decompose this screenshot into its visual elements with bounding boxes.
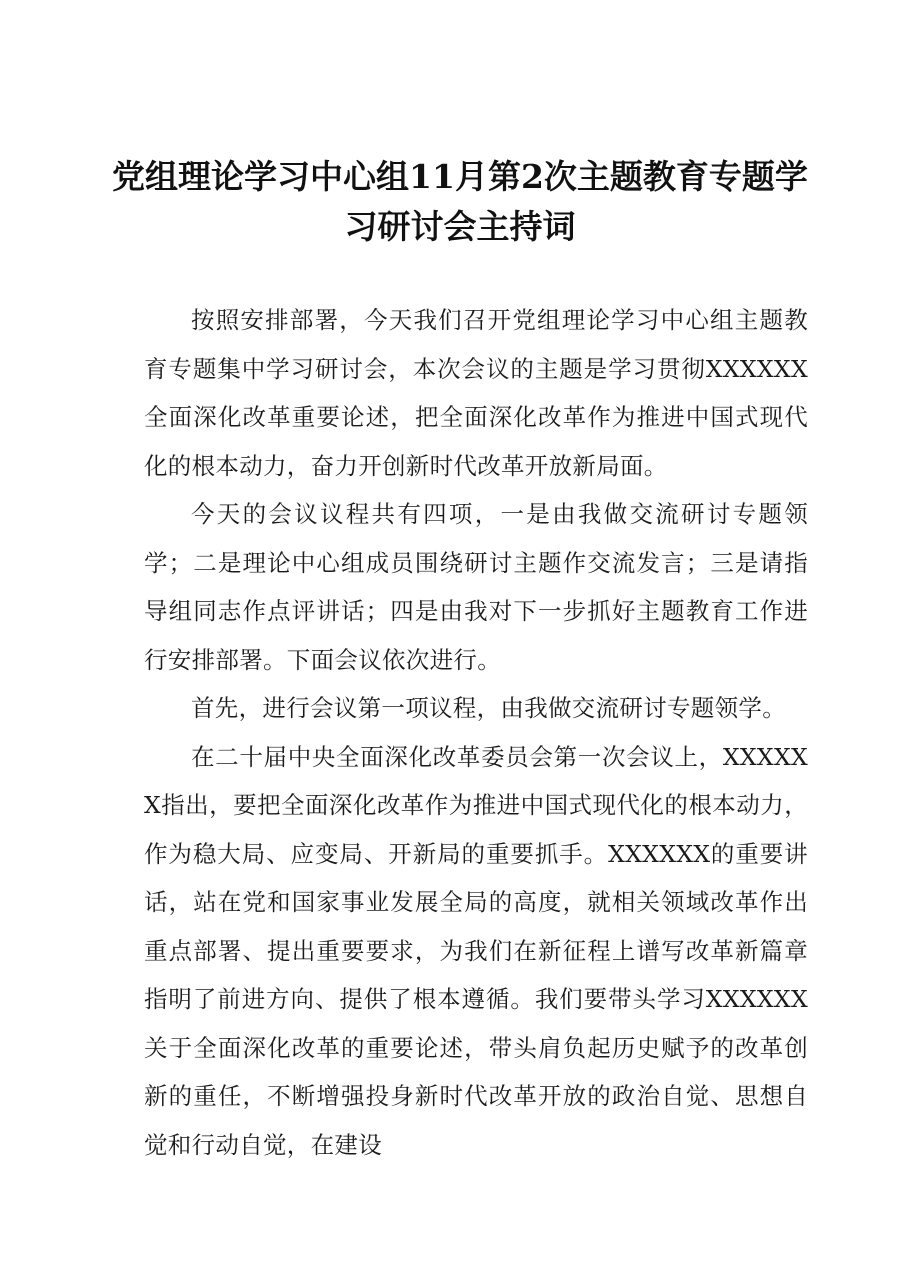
paragraph-2: 今天的会议议程共有四项，一是由我做交流研讨专题领学；二是理论中心组成员围绕研讨主题作交流发言；三是请指导组同志作点评讲话；四是由我对下一步抓好主题教育工作进行安排部署。下面会议依次进行。 — [144, 500, 808, 674]
paragraph-4: 在二十届中央全面深化改革委员会第一次会议上，XXXXXX指出，要把全面深化改革作为推进中国式现代化的根本动力，作为稳大局、应变局、开新局的重要抓手。XXXXXX的重要讲话，站在党和国家事业发展全局的高度，就相关领域改革作出重点部署、提出重要要求，为我们在新征程上谱写改革新篇章指明了前进方向、提供了根本遵循。我们要带头学习XXXXXX关于全面深化改革的重要论述，带头肩负起历史赋予的改革创新的重任，不断增强投身新时代改革开放的政治自觉、思想自觉和行动自觉，在建设 — [144, 742, 808, 1159]
document-body — [144, 296, 808, 1169]
document-title — [110, 152, 810, 252]
document-title-line-1: 党组理论学习中心组11月第2次主题教育专题学 — [112, 157, 808, 196]
paragraph-3: 首先，进行会议第一项议程，由我做交流研讨专题领学。 — [191, 694, 786, 722]
paragraph-1: 按照安排部署，今天我们召开党组理论学习中心组主题教育专题集中学习研讨会，本次会议的主题是学习贯彻XXXXXX全面深化改革重要论述，把全面深化改革作为推进中国式现代化的根本动力，奋力开创新时代改革开放新局面。 — [144, 306, 808, 480]
document-title-line-2: 习研讨会主持词 — [344, 207, 576, 246]
